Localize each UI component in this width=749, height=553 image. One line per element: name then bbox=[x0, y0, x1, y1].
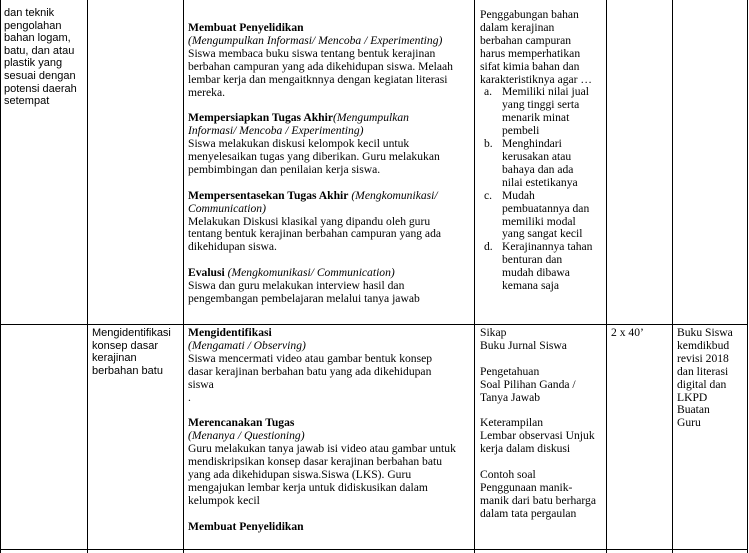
activity-body-line: kelumpok kecil bbox=[188, 493, 260, 507]
activity-subtitle-inline: (Mengkomunikasi/ bbox=[351, 188, 438, 202]
border-col4 bbox=[606, 0, 607, 553]
list-line: yang tinggi serta bbox=[502, 98, 580, 112]
list-line: Kerajinannya tahan bbox=[502, 240, 593, 254]
list-line: benturan dan bbox=[502, 253, 563, 267]
indicator-line: konsep dasar bbox=[92, 339, 159, 352]
activity-heading: Mempersentasekan Tugas Akhir bbox=[188, 188, 349, 202]
list-item bbox=[480, 86, 604, 138]
activity-body-line: dasar kerajinan berbahan batu yang ada dikehidupan bbox=[188, 364, 432, 378]
activity-subtitle: Informasi/ Mencoba / Experimenting) bbox=[188, 124, 364, 138]
source-line: kemdikbud bbox=[677, 338, 730, 352]
border-col5 bbox=[672, 0, 673, 553]
row2-learning-source bbox=[677, 327, 745, 430]
activity-body-line: pembimbingan dan penilaian kerja siswa. bbox=[188, 162, 381, 176]
indicator-line: kerajinan bbox=[92, 352, 137, 365]
list-line: yang sangat kecil bbox=[502, 227, 583, 241]
list-line: mudah dibawa bbox=[502, 266, 570, 280]
source-line: digital dan bbox=[677, 377, 727, 391]
list-line: kerusakan atau bbox=[502, 149, 572, 163]
activity-body-line: . bbox=[188, 390, 191, 404]
assessment-line: harus memperhatikan bbox=[480, 46, 581, 60]
border-col1 bbox=[87, 0, 88, 553]
assessment-line: Tanya Jawab bbox=[480, 390, 541, 404]
assessment-line: Keterampilan bbox=[480, 416, 544, 430]
activity-subtitle-inline: (Mengkomunikasi/ Communication) bbox=[227, 266, 395, 280]
list-marker: a. bbox=[484, 85, 493, 99]
activity-heading: Mengidentifikasi bbox=[188, 326, 272, 339]
assessment-line: dalam tata pergaulan bbox=[480, 506, 577, 520]
assessment-line: Contoh soal bbox=[480, 467, 536, 481]
list-line: Memiliki nilai jual bbox=[502, 85, 589, 99]
list-line: bahaya dan ada bbox=[502, 162, 574, 176]
source-line: dan literasi bbox=[677, 364, 729, 378]
activity-heading: Membuat Penyelidikan bbox=[188, 519, 304, 533]
list-item bbox=[480, 138, 604, 190]
activity-subtitle: Communication) bbox=[188, 201, 266, 215]
border-right bbox=[747, 0, 748, 553]
list-line: Mudah bbox=[502, 188, 535, 202]
assessment-line: kerja dalam diskusi bbox=[480, 442, 571, 456]
list-line: pembuatannya dan bbox=[502, 201, 590, 215]
activity-body-line: tentang bentuk kerajinan berbahan campuran yang ada bbox=[188, 227, 442, 241]
source-line: LKPD bbox=[677, 390, 708, 404]
assessment-line: manik dari batu berharga bbox=[480, 493, 596, 507]
assessment-list bbox=[480, 86, 604, 293]
activity-body-line: siswa bbox=[188, 377, 214, 391]
assessment-line: Penggabungan bahan bbox=[480, 8, 579, 21]
border-col3 bbox=[474, 0, 475, 553]
assessment-line: dalam kerajinan bbox=[480, 20, 555, 34]
activity-body-line: Melakukan Diskusi klasikal yang dipandu oleh guru bbox=[188, 214, 431, 228]
activity-body-line: Siswa mencermati video atau gambar bentuk konsep bbox=[188, 351, 433, 365]
assessment-line: Pengetahuan bbox=[480, 364, 540, 378]
activity-heading: Mempersiapkan Tugas Akhir bbox=[188, 111, 333, 125]
activity-body-line: berbahan campuran yang ada dikehidupan siswa. Melaah bbox=[188, 59, 453, 73]
activity-body-line: Guru melakukan tanya jawab isi video atau gambar untuk bbox=[188, 442, 456, 456]
assessment-line: Lembar observasi Unjuk bbox=[480, 429, 595, 443]
assessment-line: Penggunaan manik- bbox=[480, 480, 573, 494]
assessment-line: sifat kimia bahan dan bbox=[480, 59, 580, 73]
row1-assessment bbox=[480, 9, 604, 293]
row1-competency-text bbox=[4, 7, 78, 108]
border-bottom bbox=[0, 549, 748, 550]
row2-indicator bbox=[92, 327, 180, 377]
activity-body-line: menyelesaikan tugas yang diberikan. Guru melakukan bbox=[188, 150, 440, 164]
activity-heading: Evalusi bbox=[188, 266, 225, 280]
list-item bbox=[480, 190, 604, 242]
activity-body-line: mendiskripsikan konsep dasar kerajinan berbahan batu bbox=[188, 455, 443, 469]
list-item bbox=[480, 241, 604, 293]
list-line: menarik minat bbox=[502, 111, 570, 125]
time-value: 2 x 40’ bbox=[611, 326, 644, 339]
activity-subtitle-inline: (Mengumpulkan bbox=[332, 111, 409, 125]
row2-assessment bbox=[480, 327, 604, 521]
source-line: Buatan bbox=[677, 403, 710, 417]
activity-body-line: dikehidupan siswa. bbox=[188, 240, 277, 254]
source-line: Buku Siswa bbox=[677, 326, 733, 339]
activity-body-line: Siswa melakukan diskusi kelompok kecil untuk bbox=[188, 137, 410, 151]
activity-body-line: pengembangan pembelajaran melalui tanya jawab bbox=[188, 291, 420, 305]
row-divider bbox=[0, 324, 748, 325]
indicator-line: berbahan batu bbox=[92, 364, 163, 377]
activity-subtitle: (Mengamati / Observing) bbox=[188, 338, 306, 352]
list-line: pembeli bbox=[502, 124, 540, 138]
assessment-line: Buku Jurnal Siswa bbox=[480, 338, 567, 352]
activity-body-line: Siswa dan guru melakukan interview hasil dan bbox=[188, 279, 405, 293]
indicator-line: Mengidentifikasi bbox=[92, 327, 171, 339]
assessment-line: Sikap bbox=[480, 326, 507, 339]
border-col2 bbox=[183, 0, 184, 553]
assessment-line: Soal Pilihan Ganda / bbox=[480, 377, 576, 391]
activity-body-line: yang ada dikehidupan siswa.Siswa (LKS). Guru bbox=[188, 467, 412, 481]
list-marker: d. bbox=[484, 240, 493, 254]
activity-heading-line bbox=[188, 190, 472, 203]
list-line: memiliki modal bbox=[502, 214, 576, 228]
list-line: kemana saja bbox=[502, 279, 559, 293]
list-marker: b. bbox=[484, 137, 493, 151]
row1-activities bbox=[188, 22, 472, 306]
activity-body-line: mengajukan lembar kerja untuk didiskusikan dalam bbox=[188, 480, 428, 494]
row2-activities bbox=[188, 327, 472, 533]
source-line: Guru bbox=[677, 416, 701, 430]
border-left bbox=[0, 0, 1, 553]
list-line: Menghindari bbox=[502, 137, 562, 151]
activity-heading: Merencanakan Tugas bbox=[188, 416, 295, 430]
activity-subtitle: (Mengumpulkan Informasi/ Mencoba / Experimenting) bbox=[188, 33, 443, 47]
source-line: revisi 2018 bbox=[677, 351, 729, 365]
activity-heading: Membuat Penyelidikan bbox=[188, 21, 304, 34]
activity-subtitle: (Menanya / Questioning) bbox=[188, 429, 305, 443]
assessment-line: karakteristiknya agar … bbox=[480, 72, 593, 86]
row1-competency-label: dan teknik pengolahan bahan logam, batu, dan atau plastik yang sesuai dengan potensi daerah setempat bbox=[4, 7, 77, 108]
assessment-line: berbahan campuran bbox=[480, 33, 572, 47]
activity-body-line: Siswa membaca buku siswa tentang bentuk kerajinan bbox=[188, 46, 436, 60]
activity-body-line: mereka. bbox=[188, 85, 226, 99]
row2-time-allocation bbox=[611, 327, 669, 340]
list-marker: c. bbox=[484, 188, 493, 202]
activity-body-line: lembar kerja dan mengaitknnya dengan kegiatan literasi bbox=[188, 72, 448, 86]
list-line: nilai estetikanya bbox=[502, 175, 578, 189]
